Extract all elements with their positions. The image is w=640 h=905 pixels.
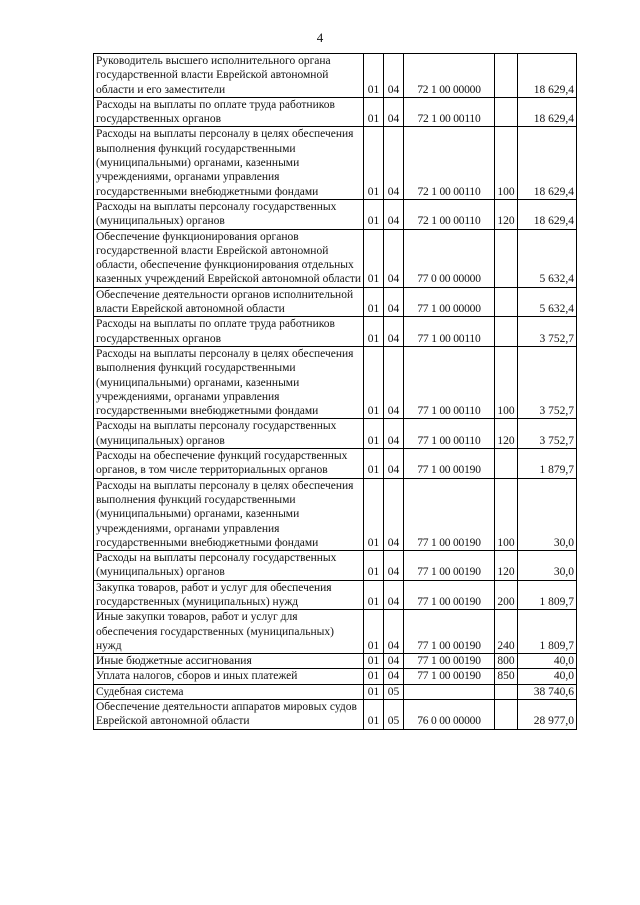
amount: 40,0: [518, 654, 577, 669]
table-row: [94, 346, 577, 418]
subsection-code: 04: [384, 346, 404, 418]
section-code: 01: [364, 419, 384, 449]
expense-type-code: [495, 317, 518, 347]
item-name: Расходы на выплаты персоналу в целях обеспечения выполнения функций государственными (муниципальными) органами, казенными учреждениями, органами управления государственными внебюджетными фондами: [94, 478, 364, 550]
subsection-code: 04: [384, 669, 404, 684]
section-code: 01: [364, 610, 384, 654]
target-article-code: 77 1 00 00190: [404, 580, 495, 610]
amount: 3 752,7: [518, 346, 577, 418]
target-article-code: 77 1 00 00110: [404, 346, 495, 418]
item-name: Руководитель высшего исполнительного органа государственной власти Еврейской автономной области и его заместители: [94, 54, 364, 98]
section-code: 01: [364, 478, 384, 550]
table-row: [94, 54, 577, 98]
expense-type-code: 200: [495, 580, 518, 610]
expense-type-code: [495, 449, 518, 479]
target-article-code: 77 1 00 00190: [404, 610, 495, 654]
target-article-code: 72 1 00 00110: [404, 199, 495, 229]
amount: 18 629,4: [518, 199, 577, 229]
subsection-code: 04: [384, 580, 404, 610]
subsection-code: 04: [384, 317, 404, 347]
table-row: [94, 478, 577, 550]
item-name: Уплата налогов, сборов и иных платежей: [94, 669, 364, 684]
target-article-code: 77 1 00 00110: [404, 419, 495, 449]
expense-type-code: [495, 229, 518, 287]
target-article-code: 77 1 00 00190: [404, 654, 495, 669]
subsection-code: 04: [384, 199, 404, 229]
target-article-code: 77 1 00 00190: [404, 449, 495, 479]
expense-type-code: [495, 684, 518, 699]
table-row: [94, 199, 577, 229]
item-name: Закупка товаров, работ и услуг для обеспечения государственных (муниципальных) нужд: [94, 580, 364, 610]
section-code: 01: [364, 449, 384, 479]
target-article-code: 72 1 00 00110: [404, 97, 495, 127]
table-row: [94, 229, 577, 287]
item-name: Иные бюджетные ассигнования: [94, 654, 364, 669]
expense-type-code: 120: [495, 199, 518, 229]
expense-type-code: [495, 97, 518, 127]
amount: 1 809,7: [518, 610, 577, 654]
subsection-code: 04: [384, 54, 404, 98]
section-code: 01: [364, 700, 384, 730]
amount: 18 629,4: [518, 97, 577, 127]
subsection-code: 04: [384, 127, 404, 199]
section-code: 01: [364, 287, 384, 317]
subsection-code: 04: [384, 478, 404, 550]
subsection-code: 04: [384, 551, 404, 581]
amount: 40,0: [518, 669, 577, 684]
table-row: [94, 97, 577, 127]
table-row: [94, 287, 577, 317]
item-name: Обеспечение деятельности органов исполнительной власти Еврейской автономной области: [94, 287, 364, 317]
expense-type-code: 800: [495, 654, 518, 669]
table-row: [94, 684, 577, 699]
budget-table-body: [94, 54, 577, 730]
amount: 1 809,7: [518, 580, 577, 610]
section-code: 01: [364, 684, 384, 699]
target-article-code: 77 1 00 00110: [404, 317, 495, 347]
item-name: Расходы на выплаты по оплате труда работников государственных органов: [94, 97, 364, 127]
amount: 38 740,6: [518, 684, 577, 699]
subsection-code: 05: [384, 684, 404, 699]
section-code: 01: [364, 97, 384, 127]
amount: 18 629,4: [518, 127, 577, 199]
expense-type-code: 100: [495, 478, 518, 550]
table-row: [94, 551, 577, 581]
item-name: Иные закупки товаров, работ и услуг для обеспечения государственных (муниципальных) нужд: [94, 610, 364, 654]
section-code: 01: [364, 346, 384, 418]
target-article-code: 72 1 00 00110: [404, 127, 495, 199]
section-code: 01: [364, 199, 384, 229]
amount: 5 632,4: [518, 287, 577, 317]
table-row: [94, 127, 577, 199]
target-article-code: 77 1 00 00190: [404, 551, 495, 581]
expense-type-code: [495, 700, 518, 730]
expense-type-code: 850: [495, 669, 518, 684]
expense-type-code: [495, 54, 518, 98]
section-code: 01: [364, 229, 384, 287]
expense-type-code: 240: [495, 610, 518, 654]
table-row: [94, 419, 577, 449]
amount: 3 752,7: [518, 317, 577, 347]
amount: 5 632,4: [518, 229, 577, 287]
subsection-code: 04: [384, 449, 404, 479]
section-code: 01: [364, 580, 384, 610]
subsection-code: 04: [384, 229, 404, 287]
target-article-code: 77 1 00 00000: [404, 287, 495, 317]
section-code: 01: [364, 54, 384, 98]
subsection-code: 04: [384, 419, 404, 449]
target-article-code: 77 1 00 00190: [404, 478, 495, 550]
target-article-code: 76 0 00 00000: [404, 700, 495, 730]
subsection-code: 04: [384, 287, 404, 317]
target-article-code: 72 1 00 00000: [404, 54, 495, 98]
expense-type-code: 120: [495, 419, 518, 449]
amount: 3 752,7: [518, 419, 577, 449]
item-name: Расходы на выплаты персоналу государственных (муниципальных) органов: [94, 551, 364, 581]
expense-type-code: 100: [495, 127, 518, 199]
subsection-code: 04: [384, 97, 404, 127]
amount: 28 977,0: [518, 700, 577, 730]
item-name: Расходы на обеспечение функций государственных органов, в том числе территориальных органов: [94, 449, 364, 479]
target-article-code: 77 0 00 00000: [404, 229, 495, 287]
subsection-code: 05: [384, 700, 404, 730]
budget-table: [93, 53, 577, 730]
table-row: [94, 317, 577, 347]
table-row: [94, 700, 577, 730]
section-code: 01: [364, 654, 384, 669]
table-row: [94, 669, 577, 684]
expense-type-code: 120: [495, 551, 518, 581]
item-name: Расходы на выплаты персоналу в целях обеспечения выполнения функций государственными (муниципальными) органами, казенными учреждениями, органами управления государственными внебюджетными фондами: [94, 346, 364, 418]
section-code: 01: [364, 669, 384, 684]
table-row: [94, 654, 577, 669]
amount: 1 879,7: [518, 449, 577, 479]
item-name: Судебная система: [94, 684, 364, 699]
item-name: Обеспечение функционирования органов государственной власти Еврейской автономной области, обеспечение функционирования отдельных казенных учреждений Еврейской автономной области: [94, 229, 364, 287]
page-number: 4: [316, 30, 324, 45]
amount: 18 629,4: [518, 54, 577, 98]
subsection-code: 04: [384, 654, 404, 669]
expense-type-code: 100: [495, 346, 518, 418]
subsection-code: 04: [384, 610, 404, 654]
table-row: [94, 449, 577, 479]
section-code: 01: [364, 551, 384, 581]
table-row: [94, 580, 577, 610]
amount: 30,0: [518, 478, 577, 550]
section-code: 01: [364, 317, 384, 347]
target-article-code: 77 1 00 00190: [404, 669, 495, 684]
table-row: [94, 610, 577, 654]
item-name: Расходы на выплаты персоналу государственных (муниципальных) органов: [94, 199, 364, 229]
item-name: Расходы на выплаты персоналу государственных (муниципальных) органов: [94, 419, 364, 449]
item-name: Обеспечение деятельности аппаратов мировых судов Еврейской автономной области: [94, 700, 364, 730]
item-name: Расходы на выплаты персоналу в целях обеспечения выполнения функций государственными (муниципальными) органами, казенными учреждениями, органами управления государственными внебюджетными фондами: [94, 127, 364, 199]
amount: 30,0: [518, 551, 577, 581]
section-code: 01: [364, 127, 384, 199]
expense-type-code: [495, 287, 518, 317]
item-name: Расходы на выплаты по оплате труда работников государственных органов: [94, 317, 364, 347]
target-article-code: [404, 684, 495, 699]
